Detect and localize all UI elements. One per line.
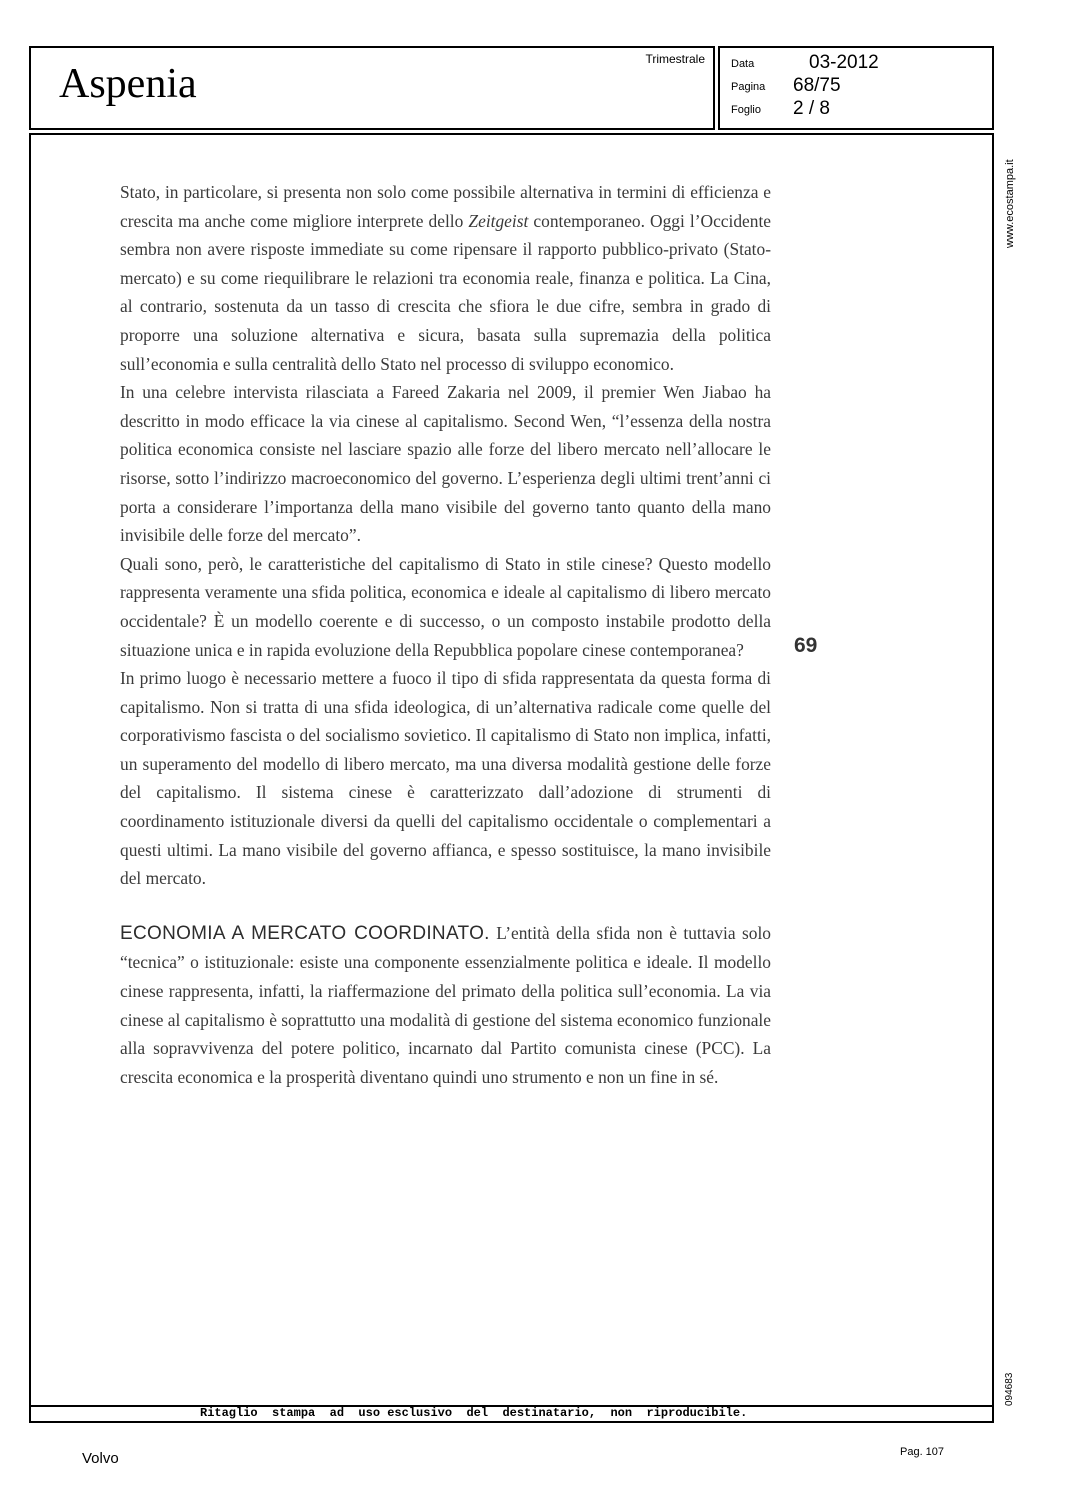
date-value: 03-2012 bbox=[809, 52, 879, 73]
article-body bbox=[120, 178, 771, 1091]
paragraph: In primo luogo è necessario mettere a fuoco il tipo di sfida rappresentata da questa forma di capitalismo. Non si tratta di una sfida ideologica, di un’alternativa radicale come quelle del corporativismo fascista o del socialismo sovietico. Il capitalismo di Stato non implica, infatti, un superamento del modello di libero mercato, ma una diversa modalità gestione delle forze del capitalismo. Il sistema cinese è caratterizzato dall’adozione di strumenti di coordinamento istituzionale diversi da quelli del capitalismo occidentale o complementari a questi ultimi. La mano visibile del governo affianca, e spesso sostituisce, la mano invisibile del mercato. bbox=[120, 668, 771, 889]
sheet-value: 2 / 8 bbox=[793, 98, 830, 119]
disclaimer: Ritaglio stampa ad uso esclusivo del destinatario, non riproducibile. bbox=[200, 1406, 748, 1420]
side-code: 094683 bbox=[1004, 1372, 1015, 1406]
date-label: Data bbox=[731, 58, 755, 70]
paragraph-text: Stato, in particolare, si presenta non solo come possibile alternativa in termini di efficienza e crescita ma anche come migliore interprete dello bbox=[120, 182, 771, 231]
abbreviation: PCC bbox=[701, 1038, 735, 1059]
paragraph bbox=[120, 178, 771, 378]
frequency-label: Trimestrale bbox=[645, 52, 705, 66]
page-reference: Pag. 107 bbox=[900, 1446, 945, 1458]
emphasis-text: Zeitgeist bbox=[468, 210, 529, 231]
paragraph-text: contemporaneo. Oggi l’Occidente sembra non avere risposte immediate su come ripensare il rapporto pubblico-privato (Stato-mercato) e su come riequilibrare le relazioni tra economia reale, finanza e politica. La Cina, al contrario, sostenuta da un tasso di crescita che sfiora le due cifre, sembra in grado di proporre una soluzione alternativa e sicura, basata sulla supremazia della politica sull’economia e sulla centralità dello Stato nel processo di sviluppo economico. bbox=[120, 210, 771, 374]
client-name: Volvo bbox=[82, 1450, 119, 1467]
page-number: 69 bbox=[794, 634, 818, 657]
sheet-label: Foglio bbox=[731, 104, 761, 116]
paragraph: In una celebre intervista rilasciata a Fareed Zakaria nel 2009, il premier Wen Jiabao ha descritto in modo efficace la via cinese al capitalismo. Second Wen, “l’essenza della nostra politica economica consiste nel lasciare spazio alle forze del libero mercato nell’allocare le risorse, sotto l’indirizzo macroeconomico del governo. L’esperienza degli ultimi trent’anni ci porta a considerare l’importanza della mano visibile del governo tanto quanto della mano invisibile delle forze del mercato”. bbox=[120, 382, 771, 546]
side-url: www.ecostampa.it bbox=[1004, 159, 1016, 248]
page-label: Pagina bbox=[731, 81, 766, 93]
page-value: 68/75 bbox=[793, 75, 841, 96]
paragraph-text: L’entità della sfida non è tuttavia solo “tecnica” o istituzionale: esiste una componente essenzialmente politica e ideale. Il modello cinese rappresenta, infatti, la riaffermazione del primato della politica sull’economia. La via cinese al capitalismo è soprattutto una modalità di gestione del sistema economico funzionale alla sopravvivenza del potere politico, incarnato dal Partito comunista cinese ( bbox=[120, 922, 771, 1059]
section-paragraph bbox=[120, 919, 771, 1092]
header-meta-box bbox=[718, 46, 994, 130]
paragraph-text: ). La crescita economica e la prosperità diventano quindi uno strumento e non un fine in sé. bbox=[120, 1038, 771, 1087]
paragraph: Quali sono, però, le caratteristiche del capitalismo di Stato in stile cinese? Questo modello rappresenta veramente una sfida politica, economica e ideale al capitalismo di libero mercato occidentale? È un modello coerente e di successo, o un composto instabile prodotto della situazione unica e in rapida evoluzione della Repubblica popolare cinese contemporanea? bbox=[120, 553, 771, 660]
section-heading: ECONOMIA A MERCATO COORDINATO. bbox=[120, 922, 490, 944]
header-left-box bbox=[29, 46, 715, 130]
publication-title: Aspenia bbox=[59, 61, 197, 107]
